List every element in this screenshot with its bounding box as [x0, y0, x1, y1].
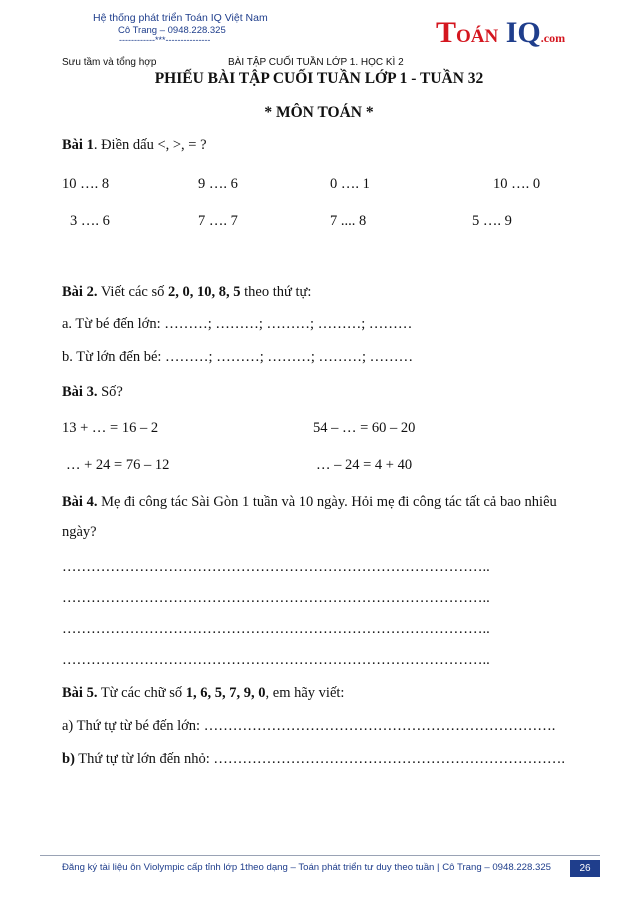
exercise-5-digits: 1, 6, 5, 7, 9, 0 — [185, 685, 266, 701]
exercise-2-text-pre: Viết các số — [97, 284, 168, 300]
answer-line: …………………………………………………………………………….. — [62, 590, 490, 606]
exercise-5-text-pre: Từ các chữ số — [97, 685, 186, 701]
compare-item: 9 …. 6 — [198, 176, 238, 192]
header-contact: Cô Trang – 0948.228.325 — [118, 25, 226, 36]
exercise-4-text: Mẹ đi công tác Sài Gòn 1 tuần và 10 ngày. Hỏi mẹ đi công tác tất cả bao nhiêu — [97, 494, 557, 510]
page-number: 26 — [570, 860, 600, 877]
exercise-2-part-a: a. Từ bé đến lớn: ………; ………; ………; ………; ……… — [62, 316, 413, 332]
compare-item: 10 …. 8 — [62, 176, 110, 192]
header-left-note: Sưu tầm và tổng hợp — [62, 57, 157, 68]
exercise-4-text-cont: ngày? — [62, 524, 97, 540]
equation-item: … + 24 = 76 – 12 — [66, 457, 170, 473]
toaniq-logo: TOÁN IQ.com — [436, 16, 566, 49]
header-right-note: BÀI TẬP CUỐI TUẦN LỚP 1. HỌC KÌ 2 — [228, 57, 404, 68]
exercise-5-part-a: a) Thứ tự từ bé đến lớn: ………………………………………………………………. — [62, 718, 556, 734]
equation-item: … – 24 = 4 + 40 — [316, 457, 413, 473]
exercise-2-text-post: theo thứ tự: — [240, 284, 312, 300]
exercise-3-instruction: Số? — [97, 384, 123, 400]
answer-line: …………………………………………………………………………….. — [62, 559, 490, 575]
exercise-1-label: Bài 1 — [62, 137, 94, 153]
answer-line: …………………………………………………………………………….. — [62, 621, 490, 637]
footer-divider — [40, 855, 600, 856]
exercise-2-part-b: b. Từ lớn đến bé: ………; ………; ………; ………; ……… — [62, 349, 414, 365]
exercise-3-heading — [62, 384, 123, 401]
exercise-4-label: Bài 4. — [62, 494, 98, 510]
exercise-4-heading — [62, 494, 557, 511]
exercise-3-label: Bài 3. — [62, 384, 98, 400]
page-subtitle: * MÔN TOÁN * — [264, 104, 374, 121]
compare-item: 0 …. 1 — [330, 176, 370, 192]
exercise-5-heading — [62, 685, 344, 702]
compare-item: 7 .... 8 — [330, 213, 367, 229]
exercise-5-part-b-label: b) — [62, 751, 75, 767]
compare-item: 7 …. 7 — [198, 213, 238, 229]
equation-item: 54 – … = 60 – 20 — [313, 420, 416, 436]
footer-text: Đăng ký tài liệu ôn Violympic cấp tỉnh lớp 1theo dạng – Toán phát triển tư duy theo tuần | Cô Trang – 0948.228.325 — [62, 862, 552, 873]
exercise-5-label: Bài 5. — [62, 685, 98, 701]
exercise-2-heading — [62, 284, 311, 301]
exercise-2-numbers: 2, 0, 10, 8, 5 — [168, 284, 241, 300]
exercise-5-text-post: , em hãy viết: — [265, 685, 345, 701]
compare-item: 5 …. 9 — [472, 213, 512, 229]
exercise-5-part-b-text: Thứ tự từ lớn đến nhỏ: ………………………………………………………………. — [74, 751, 566, 767]
compare-item: 10 …. 0 — [493, 176, 541, 192]
exercise-2-label: Bài 2. — [62, 284, 98, 300]
exercise-5-part-b — [62, 751, 565, 768]
equation-item: 13 + … = 16 – 2 — [62, 420, 159, 436]
exercise-1-heading — [62, 137, 207, 154]
header-divider: ------------***--------------- — [119, 35, 211, 45]
answer-line: …………………………………………………………………………….. — [62, 652, 490, 668]
exercise-1-instruction: . Điền dấu <, >, = ? — [93, 137, 207, 153]
header-org-name: Hệ thống phát triển Toán IQ Việt Nam — [93, 12, 268, 24]
page-title: PHIẾU BÀI TẬP CUỐI TUẦN LỚP 1 - TUẦN 32 — [154, 70, 484, 87]
compare-item: 3 …. 6 — [70, 213, 110, 229]
